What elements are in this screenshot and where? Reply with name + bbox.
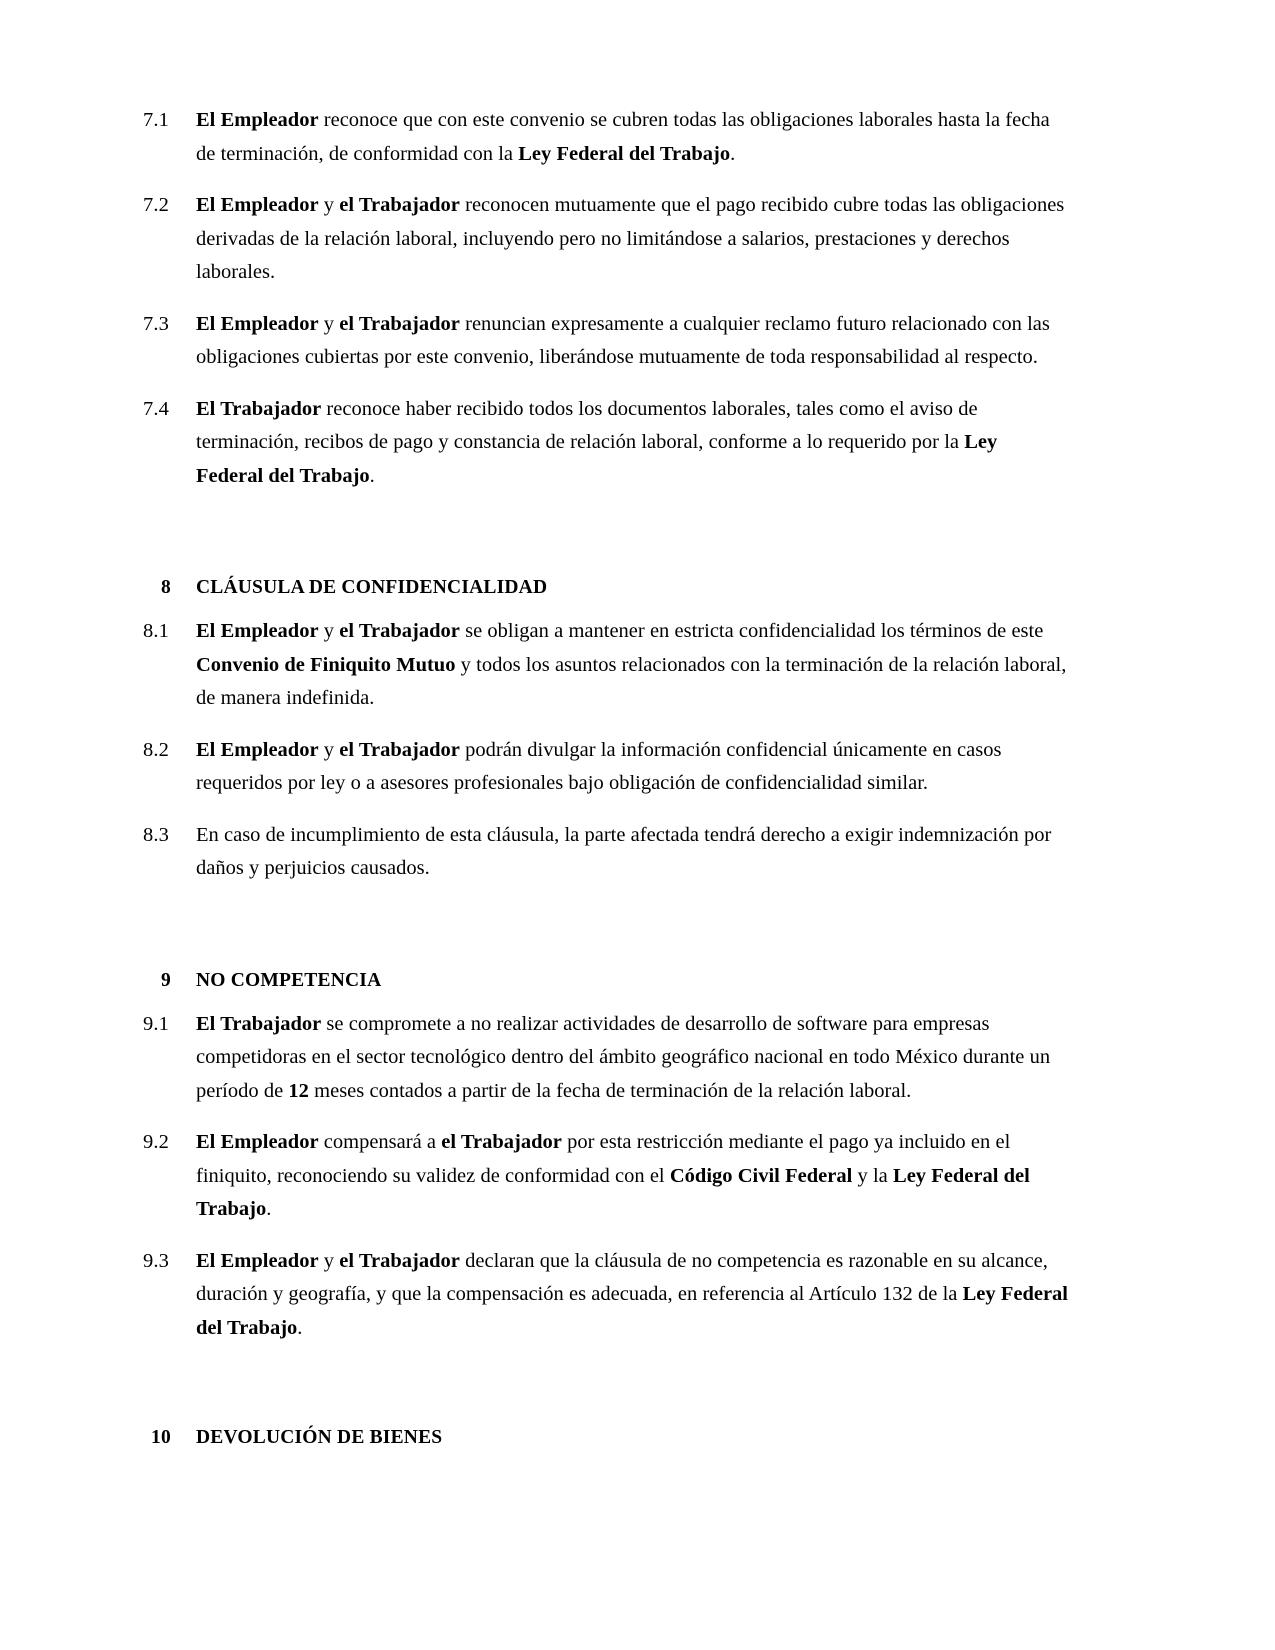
clause-text bbox=[196, 189, 1068, 290]
clause-number: 8.1 bbox=[143, 620, 169, 642]
clause-run: renuncian expresamente a cualquier reclamo futuro relacionado con las obligaciones cubiertas por este convenio, liberándose mutuamente de toda responsabilidad al respecto. bbox=[196, 312, 1050, 368]
clause-run: y bbox=[318, 1249, 340, 1272]
section-number: 10 bbox=[151, 1427, 171, 1448]
clause-emphasis: El Empleador bbox=[196, 312, 319, 335]
clause-group-8 bbox=[143, 615, 1068, 886]
clause-number: 7.3 bbox=[143, 312, 169, 335]
clause-emphasis: Convenio de Finiquito Mutuo bbox=[196, 653, 456, 676]
clause-emphasis: el Trabajador bbox=[339, 312, 460, 335]
clause-7-4 bbox=[143, 393, 1068, 494]
clause-text bbox=[196, 104, 1068, 171]
clause-run: compensará a bbox=[318, 1131, 442, 1153]
clause-emphasis: el Trabajador bbox=[339, 194, 460, 216]
section-gap bbox=[143, 511, 1068, 573]
clause-text bbox=[196, 819, 1068, 886]
section-number: 9 bbox=[161, 969, 171, 991]
clause-emphasis: El Empleador bbox=[196, 1249, 319, 1272]
clause-9-3 bbox=[143, 1245, 1068, 1346]
clause-emphasis: Ley Federal del Trabajo bbox=[196, 1164, 1030, 1220]
clause-9-1 bbox=[143, 1008, 1068, 1109]
clause-emphasis: el Trabajador bbox=[441, 1131, 562, 1153]
clause-emphasis: 12 bbox=[288, 1079, 309, 1102]
clause-emphasis: Código Civil Federal bbox=[669, 1164, 853, 1187]
heading-gap bbox=[143, 603, 1068, 615]
clause-number: 9.2 bbox=[143, 1131, 169, 1153]
section-heading-8 bbox=[143, 573, 1068, 603]
clause-run: En caso de incumplimiento de esta cláusula, la parte afectada tendrá derecho a exigir indemnización por daños y perjuicios causados. bbox=[196, 823, 1052, 879]
clause-run: reconoce que con este convenio se cubren todas las obligaciones laborales hasta la fecha de terminación, de conformidad con la bbox=[196, 109, 1050, 165]
clause-7-1 bbox=[143, 104, 1068, 171]
clause-emphasis: El Empleador bbox=[196, 1131, 319, 1153]
clause-run: . bbox=[266, 1198, 272, 1220]
section-gap bbox=[143, 904, 1068, 966]
clause-text bbox=[196, 1126, 1068, 1227]
section-number: 8 bbox=[161, 577, 171, 598]
clause-run: reconocen mutuamente que el pago recibido cubre todas las obligaciones derivadas de la relación laboral, incluyendo pero no limitándose a salarios, prestaciones y derechos laborales. bbox=[196, 194, 1065, 283]
clause-emphasis: Ley Federal del Trabajo bbox=[518, 142, 731, 165]
clause-run: reconoce haber recibido todos los documentos laborales, tales como el aviso de terminación, recibos de pago y constancia de relación laboral, conforme a lo requerido por la bbox=[196, 397, 978, 453]
clause-group-7 bbox=[143, 104, 1068, 493]
clause-emphasis: El Empleador bbox=[196, 109, 319, 131]
clause-run: y bbox=[318, 194, 340, 216]
clause-run: y todos los asuntos relacionados con la terminación de la relación laboral, de manera indefinida. bbox=[196, 653, 1067, 709]
clause-emphasis: el Trabajador bbox=[339, 620, 460, 642]
clause-emphasis: Ley Federal del Trabajo bbox=[196, 431, 998, 487]
clause-text bbox=[196, 393, 1068, 494]
clause-run: se compromete a no realizar actividades de desarrollo de software para empresas competidoras en el sector tecnológico dentro del ámbito geográfico nacional en todo México durante un período de bbox=[196, 1012, 1051, 1102]
clause-text bbox=[196, 615, 1068, 716]
section-title: DEVOLUCIÓN DE BIENES bbox=[196, 1427, 443, 1448]
section-heading-9 bbox=[143, 966, 1068, 996]
clause-7-3 bbox=[143, 308, 1068, 375]
clause-group-9 bbox=[143, 1008, 1068, 1346]
clause-text bbox=[196, 1008, 1068, 1109]
clause-run: . bbox=[369, 464, 375, 487]
clause-run: podrán divulgar la información confidencial únicamente en casos requeridos por ley o a asesores profesionales bajo obligación de confidencialidad similar. bbox=[196, 738, 1002, 794]
clause-number: 8.3 bbox=[143, 823, 169, 846]
clause-run: . bbox=[297, 1316, 303, 1339]
clause-run: . bbox=[730, 142, 736, 165]
clause-run: por esta restricción mediante el pago ya incluido en el finiquito, reconociendo su validez de conformidad con el bbox=[196, 1131, 1011, 1187]
clause-run: y bbox=[318, 620, 340, 642]
clause-run: y bbox=[318, 738, 340, 761]
clause-run: y bbox=[318, 312, 340, 335]
clause-run: meses contados a partir de la fecha de terminación de la relación laboral. bbox=[308, 1079, 912, 1102]
clause-emphasis: El Empleador bbox=[196, 194, 319, 216]
clause-8-3 bbox=[143, 819, 1068, 886]
clause-emphasis: El Empleador bbox=[196, 738, 319, 761]
clause-emphasis: el Trabajador bbox=[339, 738, 460, 761]
clause-emphasis: El Trabajador bbox=[196, 1012, 322, 1035]
clause-text bbox=[196, 1245, 1068, 1346]
clause-emphasis: el Trabajador bbox=[339, 1249, 460, 1272]
document-content bbox=[143, 104, 1068, 1453]
clause-8-2 bbox=[143, 734, 1068, 801]
section-heading-10 bbox=[143, 1423, 1068, 1453]
clause-7-2 bbox=[143, 189, 1068, 290]
section-title: NO COMPETENCIA bbox=[196, 969, 382, 991]
heading-gap bbox=[143, 996, 1068, 1008]
clause-8-1 bbox=[143, 615, 1068, 716]
clause-number: 7.2 bbox=[143, 194, 169, 216]
clause-text bbox=[196, 734, 1068, 801]
clause-number: 7.1 bbox=[143, 109, 169, 131]
section-title: CLÁUSULA DE CONFIDENCIALIDAD bbox=[196, 577, 548, 598]
clause-run: y la bbox=[852, 1164, 894, 1187]
clause-number: 7.4 bbox=[143, 397, 169, 420]
clause-text bbox=[196, 308, 1068, 375]
clause-9-2 bbox=[143, 1126, 1068, 1227]
clause-run: declaran que la cláusula de no competencia es razonable en su alcance, duración y geografía, y que la compensación es adecuada, en referencia al Artículo 132 de la bbox=[196, 1249, 1048, 1305]
clause-emphasis: El Trabajador bbox=[196, 397, 322, 420]
clause-run: se obligan a mantener en estricta confidencialidad los términos de este bbox=[459, 620, 1044, 642]
clause-emphasis: El Empleador bbox=[196, 620, 319, 642]
clause-number: 8.2 bbox=[143, 738, 169, 761]
clause-number: 9.1 bbox=[143, 1012, 169, 1035]
clause-number: 9.3 bbox=[143, 1249, 169, 1272]
section-gap bbox=[143, 1363, 1068, 1423]
clause-emphasis: Ley Federal del Trabajo bbox=[196, 1283, 1069, 1339]
